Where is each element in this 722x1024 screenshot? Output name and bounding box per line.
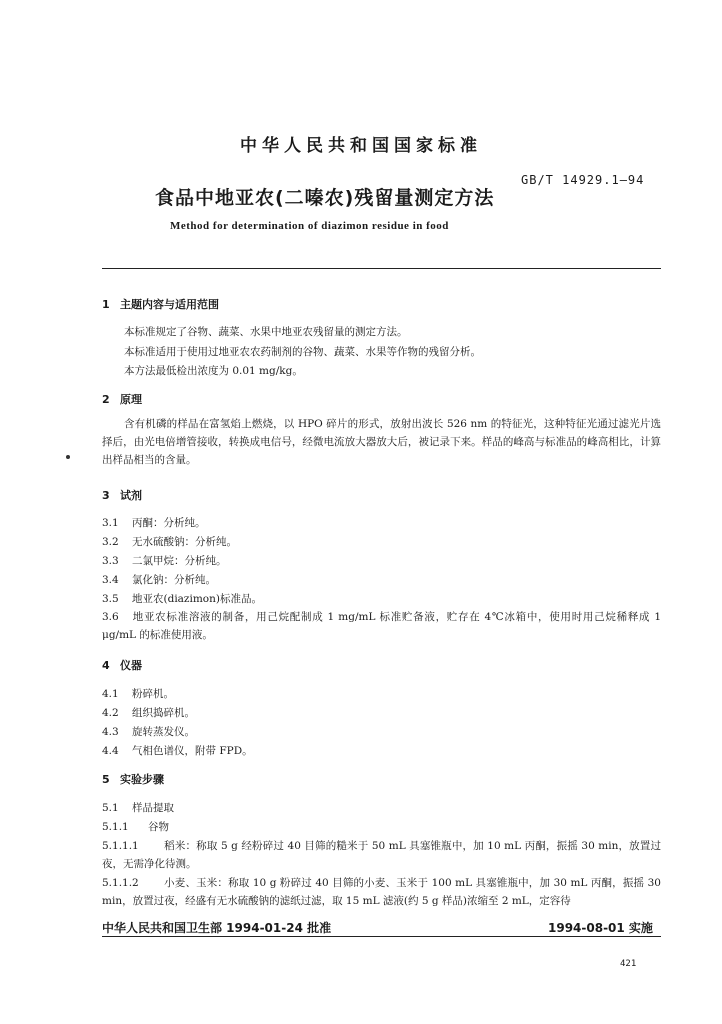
section-2-body: 含有机磷的样品在富氢焰上燃烧，以 HPO 碎片的形式，放射出波长 526 nm 的特征光，这种特征光通过滤光片选择后，由光电倍增管接收，转换成电信号，经微电流放大器放大后，被记录下来。样品的峰高与标准品的峰高相比，计算出样品相当的含量。 — [102, 418, 661, 466]
section-1-paragraph-1: 本标准规定了谷物、蔬菜、水果中地亚农残留量的测定方法。 — [124, 326, 408, 338]
section-4-heading — [102, 657, 142, 673]
reagent-item-standard-solution: 3.6 地亚农标准溶液的制备，用己烷配制成 1 mg/mL 标准贮备液，贮存在 4℃冰箱中，使用时用己烷稀释成 1 μg/mL 的标准使用液。 — [102, 611, 661, 641]
procedure-paragraph-wheat-corn: 5.1.1.2 小麦、玉米：称取 10 g 粉碎过 40 目筛的小麦、玉米于 100 mL 具塞锥瓶中，加 30 mL 丙酮，振摇 30 min，放置过夜，经盛有无水硫酸钠的滤纸过滤，取 15 mL 滤液(约 5 g 样品)浓缩至 2 mL，定容待 — [102, 877, 661, 907]
instrument-item: 4.2 组织捣碎机。 — [102, 707, 195, 719]
subsection-heading: 5.1 样品提取 — [102, 802, 174, 814]
section-number: 3 — [102, 489, 110, 502]
reagent-item: 3.4 氯化钠：分析纯。 — [102, 574, 216, 586]
section-number: 4 — [102, 659, 110, 672]
national-standard-heading: 中华人民共和国国家标准 — [240, 136, 482, 156]
instrument-item: 4.4 气相色谱仪，附带 FPD。 — [102, 745, 253, 757]
reagent-item: 3.3 二氯甲烷：分析纯。 — [102, 555, 227, 567]
section-title: 实验步骤 — [120, 773, 164, 786]
page-number: 421 — [620, 959, 637, 969]
approval-line: 中华人民共和国卫生部 1994-01-24 批准 — [102, 921, 332, 935]
reagent-item: 3.2 无水硫酸钠：分析纯。 — [102, 536, 237, 548]
section-number: 5 — [102, 773, 110, 786]
reagent-item: 3.1 丙酮：分析纯。 — [102, 517, 206, 529]
section-title: 试剂 — [120, 489, 142, 502]
section-1-heading — [102, 296, 219, 312]
section-title: 仪器 — [120, 659, 142, 672]
document-title: 食品中地亚农(二嗪农)残留量测定方法 — [155, 187, 495, 209]
section-1-paragraph-2: 本标准适用于使用过地亚农农药制剂的谷物、蔬菜、水果等作物的残留分析。 — [124, 346, 481, 358]
procedure-paragraph-rice: 5.1.1.1 稻米：称取 5 g 经粉碎过 40 目筛的糙米于 50 mL 具塞锥瓶中，加 10 mL 丙酮，振摇 30 min，放置过夜，无需净化待测。 — [102, 840, 661, 870]
document-title-english: Method for determination of diazimon residue in food — [170, 220, 449, 232]
margin-dot — [66, 455, 70, 459]
section-number: 1 — [102, 298, 110, 311]
section-3-heading — [102, 487, 142, 503]
subsection-heading: 5.1.1 谷物 — [102, 821, 169, 833]
instrument-item: 4.1 粉碎机。 — [102, 688, 174, 700]
section-1-paragraph-3: 本方法最低检出浓度为 0.01 mg/kg。 — [124, 365, 303, 377]
footer-divider — [102, 936, 661, 937]
section-2-heading — [102, 391, 142, 407]
section-title: 主题内容与适用范围 — [120, 298, 219, 311]
section-5-heading — [102, 771, 164, 787]
section-number: 2 — [102, 393, 110, 406]
section-title: 原理 — [120, 393, 142, 406]
standard-number: GB/T 14929.1—94 — [521, 173, 645, 187]
effective-date: 1994-08-01 实施 — [548, 921, 653, 935]
header-divider — [102, 268, 661, 269]
instrument-item: 4.3 旋转蒸发仪。 — [102, 726, 195, 738]
reagent-item: 3.5 地亚农(diazimon)标准品。 — [102, 593, 262, 605]
